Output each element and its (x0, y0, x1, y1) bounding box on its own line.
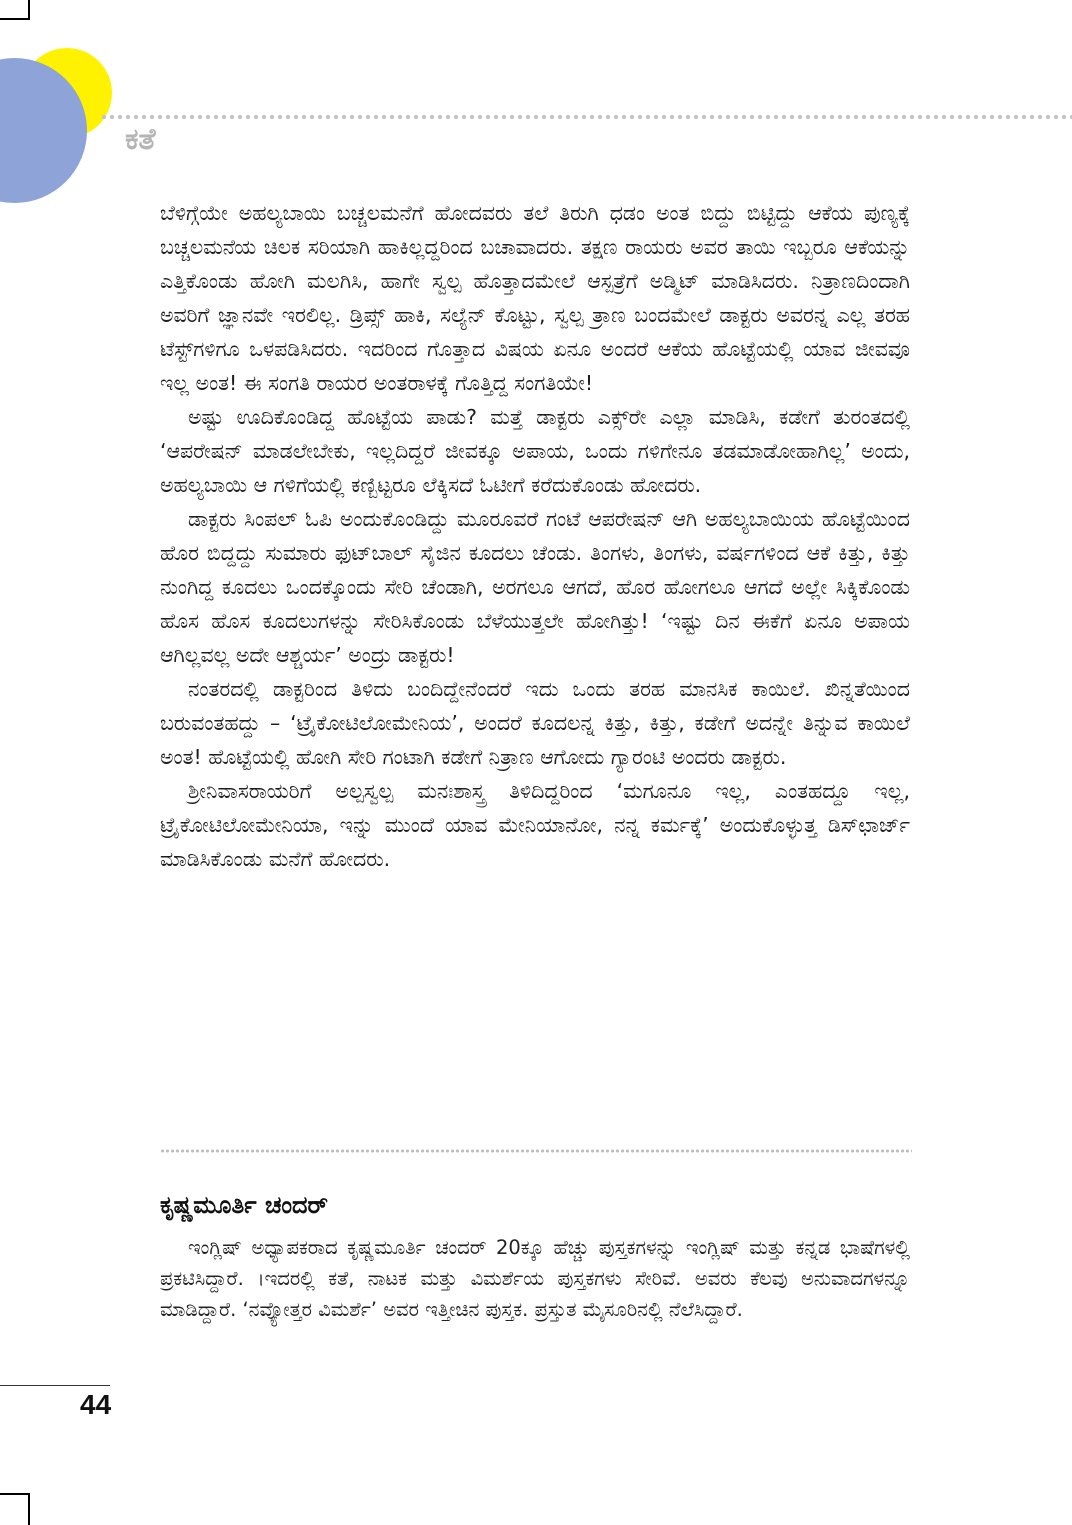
crop-mark-bottom-vertical (28, 1493, 30, 1525)
header-dotted-rule (100, 114, 1072, 120)
story-paragraph: ಬೆಳಿಗ್ಗೆಯೇ ಅಹಲ್ಯಬಾಯಿ ಬಚ್ಚಲಮನೆಗೆ ಹೋದವರು ತಲೆ ತಿರುಗಿ ಧಡಂ ಅಂತ ಬಿದ್ದು ಬಿಟ್ಟಿದ್ದು ಆಕೆಯ ಪುಣ್ಯಕ್ಕೆ ಬಚ್ಚಲಮನೆಯ ಚಿಲಕ ಸರಿಯಾಗಿ ಹಾಕಿಲ್ಲದ್ದರಿಂದ ಬಚಾವಾದರು. ತಕ್ಷಣ ರಾಯರು ಅವರ ತಾಯಿ ಇಬ್ಬರೂ ಆಕೆಯನ್ನು ಎತ್ತಿಕೊಂಡು ಹೋಗಿ ಮಲಗಿಸಿ, ಹಾಗೇ ಸ್ವಲ್ಪ ಹೊತ್ತಾದಮೇಲೆ ಆಸ್ಪತ್ರೆಗೆ ಅಡ್ಮಿಟ್ ಮಾಡಿಸಿದರು. ನಿತ್ರಾಣದಿಂದಾಗಿ ಅವರಿಗೆ ಜ್ಞಾನವೇ ಇರಲಿಲ್ಲ. ಡ್ರಿಪ್ಸ್ ಹಾಕಿ, ಸಲ್ಯೆನ್ ಕೊಟ್ಟು, ಸ್ವಲ್ಪ ತ್ರಾಣ ಬಂದಮೇಲೆ ಡಾಕ್ಟರು ಅವರನ್ನ ಎಲ್ಲ ತರಹ ಟೆಸ್ಟ್‌ಗಳಿಗೂ ಒಳಪಡಿಸಿದರು. ಇದರಿಂದ ಗೊತ್ತಾದ ವಿಷಯ ಏನೂ ಅಂದರೆ ಆಕೆಯ ಹೊಟ್ಟೆಯಲ್ಲಿ ಯಾವ ಜೀವವೂ ಇಲ್ಲ ಅಂತ! ಈ ಸಂಗತಿ ರಾಯರ ಅಂತರಾಳಕ್ಕೆ ಗೊತ್ತಿದ್ದ ಸಂಗತಿಯೇ! (160, 201, 910, 395)
section-label: ಕತೆ (125, 122, 156, 157)
story-body (160, 196, 910, 876)
story-paragraph: ಡಾಕ್ಟರು ಸಿಂಪಲ್ ಓಪಿ ಅಂದುಕೊಂಡಿದ್ದು ಮೂರೂವರೆ ಗಂಟೆ ಆಪರೇಷನ್ ಆಗಿ ಅಹಲ್ಯಬಾಯಿಯ ಹೊಟ್ಟೆಯಿಂದ ಹೊರ ಬಿದ್ದದ್ದು ಸುಮಾರು ಫುಟ್‌ಬಾಲ್ ಸೈಜಿನ ಕೂದಲು ಚೆಂಡು. ತಿಂಗಳು, ತಿಂಗಳು, ವರ್ಷಗಳಿಂದ ಆಕೆ ಕಿತ್ತು, ಕಿತ್ತು ನುಂಗಿದ್ದ ಕೂದಲು ಒಂದಕ್ಕೊಂದು ಸೇರಿ ಚೆಂಡಾಗಿ, ಅರಗಲೂ ಆಗದೆ, ಹೊರ ಹೋಗಲೂ ಆಗದೆ ಅಲ್ಲೇ ಸಿಕ್ಕಿಕೊಂಡು ಹೊಸ ಹೊಸ ಕೂದಲುಗಳನ್ನು ಸೇರಿಸಿಕೊಂಡು ಬೆಳೆಯುತ್ತಲೇ ಹೋಗಿತ್ತು! ‘ಇಷ್ಟು ದಿನ ಈಕೆಗೆ ಏನೂ ಅಪಾಯ ಆಗಿಲ್ಲವಲ್ಲ ಅದೇ ಆಶ್ಚರ್ಯ’ ಅಂದ್ರು ಡಾಕ್ಟರು! (160, 507, 910, 667)
story-paragraph: ಅಷ್ಟು ಊದಿಕೊಂಡಿದ್ದ ಹೊಟ್ಟೆಯ ಪಾಡು? ಮತ್ತೆ ಡಾಕ್ಟರು ಎಕ್ಸ್‌ರೇ ಎಲ್ಲಾ ಮಾಡಿಸಿ, ಕಡೇಗೆ ತುರಂತದಲ್ಲಿ ‘ಆಪರೇಷನ್ ಮಾಡಲೇಬೇಕು, ಇಲ್ಲದಿದ್ದರೆ ಜೀವಕ್ಕೂ ಅಪಾಯ, ಒಂದು ಗಳಿಗೇನೂ ತಡಮಾಡೋಹಾಗಿಲ್ಲ’ ಅಂದು, ಅಹಲ್ಯಬಾಯಿ ಆ ಗಳಿಗೆಯಲ್ಲಿ ಕಣ್ಬಿಟ್ಟರೂ ಲೆಕ್ಕಿಸದೆ ಓಟೀಗೆ ಕರೆದುಕೊಂಡು ಹೋದರು. (160, 405, 910, 497)
page-number: 44 (80, 1389, 112, 1420)
story-paragraph: ನಂತರದಲ್ಲಿ ಡಾಕ್ಟರಿಂದ ತಿಳಿದು ಬಂದಿದ್ದೇನೆಂದರೆ ಇದು ಒಂದು ತರಹ ಮಾನಸಿಕ ಕಾಯಿಲೆ. ಖಿನ್ನತೆಯಿಂದ ಬರುವಂತಹದ್ದು – ‘ಟ್ರೈಕೋಟಿಲೋಮೇನಿಯ’, ಅಂದರೆ ಕೂದಲನ್ನ ಕಿತ್ತು, ಕಿತ್ತು, ಕಡೇಗೆ ಅದನ್ನೇ ತಿನ್ನುವ ಕಾಯಿಲೆ ಅಂತ! ಹೊಟ್ಟೆಯಲ್ಲಿ ಹೋಗಿ ಸೇರಿ ಗಂಟಾಗಿ ಕಡೇಗೆ ನಿತ್ರಾಣ ಆಗೋದು ಗ್ಯಾರಂಟಿ ಅಂದರು ಡಾಕ್ಟರು. (160, 677, 910, 769)
author-bio-paragraph: ಇಂಗ್ಲಿಷ್ ಅಧ್ಯಾಪಕರಾದ ಕೃಷ್ಣಮೂರ್ತಿ ಚಂದರ್ 20ಕ್ಕೂ ಹೆಚ್ಚು ಪುಸ್ತಕಗಳನ್ನು ಇಂಗ್ಲಿಷ್ ಮತ್ತು ಕನ್ನಡ ಭಾಷೆಗಳಲ್ಲಿ ಪ್ರಕಟಿಸಿದ್ದಾರೆ. ।ಇದರಲ್ಲಿ ಕತೆ, ನಾಟಕ ಮತ್ತು ವಿಮರ್ಶೆಯ ಪುಸ್ತಕಗಳು ಸೇರಿವೆ. ಅವರು ಕೆಲವು ಅನುವಾದಗಳನ್ನೂ ಮಾಡಿದ್ದಾರೆ. ‘ನವ್ಯೋತ್ತರ ವಿಮರ್ಶೆ’ ಅವರ ಇತ್ತೀಚಿನ ಪುಸ್ತಕ. ಪ್ರಸ್ತುತ ಮೈಸೂರಿನಲ್ಲಿ ನೆಲೆಸಿದ್ದಾರೆ. (160, 1236, 910, 1321)
author-divider (160, 1149, 912, 1153)
crop-mark-bottom (0, 1493, 30, 1495)
author-bio (160, 1232, 910, 1325)
story-paragraph: ಶ್ರೀನಿವಾಸರಾಯರಿಗೆ ಅಲ್ಪಸ್ವಲ್ಪ ಮನಃಶಾಸ್ತ್ರ ತಿಳಿದಿದ್ದರಿಂದ ‘ಮಗೂನೂ ಇಲ್ಲ, ಎಂತಹದ್ದೂ ಇಲ್ಲ, ಟ್ರೈಕೋಟಿಲೋಮೇನಿಯಾ, ಇನ್ನು ಮುಂದೆ ಯಾವ ಮೇನಿಯಾನೋ, ನನ್ನ ಕರ್ಮಕ್ಕೆ’ ಅಂದುಕೊಳ್ಳುತ್ತ ಡಿಸ್‌ಛಾರ್ಜ್ ಮಾಡಿಸಿಕೊಂಡು ಮನೆಗೆ ಹೋದರು. (160, 779, 910, 871)
author-name: ಕೃಷ್ಣಮೂರ್ತಿ ಚಂದರ್ (160, 1191, 328, 1219)
decorative-circles (0, 0, 130, 210)
